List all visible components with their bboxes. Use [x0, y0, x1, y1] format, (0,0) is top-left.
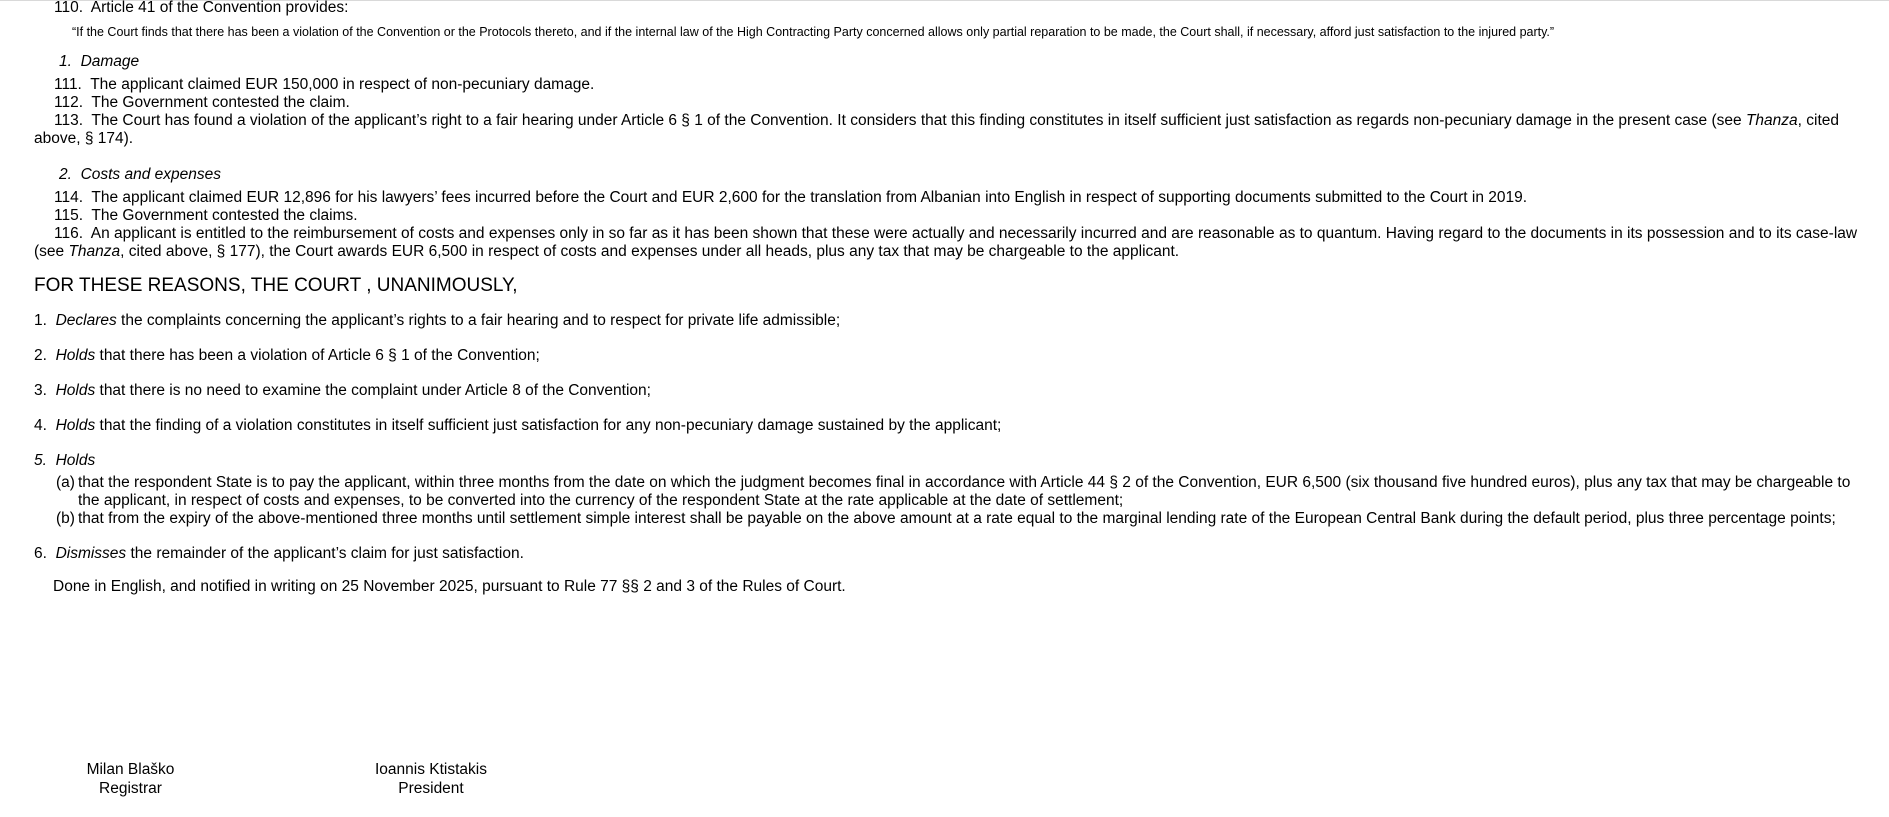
article-41-quote: “If the Court finds that there has been a violation of the Convention or the Protocols thereto, and if the internal law of the High Contracting Party concerned allows only partial reparation to be made, the Court shall, if necessary, afford just satisfaction to the injured party.” — [72, 25, 1555, 39]
president-role: President — [398, 780, 464, 797]
paragraph-111: 111. The applicant claimed EUR 150,000 in respect of non-pecuniary damage. — [54, 76, 595, 93]
operative-item-1: 1. Declares the complaints concerning the applicant’s rights to a fair hearing and to respect for private life admissible; — [34, 312, 841, 329]
operative-item-3: 3. Holds that there is no need to examine the complaint under Article 8 of the Convention; — [34, 382, 651, 399]
paragraph-113: 113. The Court has found a violation of the applicant’s right to a fair hearing under Article 6 § 1 of the Convention. It considers that this finding constitutes in itself sufficient just satisfaction as regards non-pecuniary damage in the present case (see Thanza, cited above, § 174). — [34, 112, 1840, 147]
operative-sub-a: (a) that the respondent State is to pay the applicant, within three months from the date on which the judgment becomes final in accordance with Article 44 § 2 of the Convention, EUR 6,500 (six thousand five hundred euros), plus any tax that may be chargeable to the applicant, in respect of costs and expenses, to be converted into the currency of the respondent State at the rate applicable at the date of settlement; — [56, 474, 1851, 509]
case-reference: Thanza — [68, 243, 121, 260]
paragraph-114: 114. The applicant claimed EUR 12,896 for his lawyers’ fees incurred before the Court and EUR 2,600 for the translation from Albanian into English in respect of supporting documents submitted to the Court in 2019. — [54, 189, 1528, 206]
judgment-document — [34, 0, 1860, 596]
paragraph-number: 110. — [54, 0, 84, 16]
signature-registrar — [83, 760, 178, 798]
operative-item-6: 6. Dismisses the remainder of the applicant’s claim for just satisfaction. — [34, 545, 524, 562]
paragraph-text: Article 41 of the Convention provides: — [90, 0, 349, 16]
president-name: Ioannis Ktistakis — [375, 761, 487, 778]
registrar-role: Registrar — [99, 780, 162, 797]
operative-heading: FOR THESE REASONS, THE COURT , UNANIMOUSLY, — [34, 275, 518, 296]
done-statement: Done in English, and notified in writing on 25 November 2025, pursuant to Rule 77 §§ 2 and 3 of the Rules of Court. — [53, 578, 846, 595]
paragraph-116: 116. An applicant is entitled to the reimbursement of costs and expenses only in so far as it has been shown that these were actually and necessarily incurred and are reasonable as to quantum. Having regard to the documents in its possession and to its case-law (see Thanza, cited above, § 177), the Court awards EUR 6,500 in respect of costs and expenses under all heads, plus any tax that may be chargeable to the applicant. — [34, 225, 1858, 260]
heading-costs: 2. Costs and expenses — [59, 166, 222, 183]
operative-item-2: 2. Holds that there has been a violation of Article 6 § 1 of the Convention; — [34, 347, 540, 364]
paragraph-112: 112. The Government contested the claim. — [54, 94, 350, 111]
case-reference: Thanza — [1745, 112, 1798, 129]
paragraph-115: 115. The Government contested the claims. — [54, 207, 358, 224]
operative-item-4: 4. Holds that the finding of a violation constitutes in itself sufficient just satisfaction for any non-pecuniary damage sustained by the applicant; — [34, 417, 1002, 434]
signature-president — [370, 760, 492, 798]
operative-sub-b: (b) that from the expiry of the above-mentioned three months until settlement simple interest shall be payable on the above amount at a rate equal to the marginal lending rate of the European Central Bank during the default period, plus three percentage points; — [56, 510, 1836, 527]
registrar-name: Milan Blaško — [86, 761, 175, 778]
operative-item-5: 5. Holds — [34, 452, 96, 469]
heading-damage: 1. Damage — [59, 53, 140, 70]
paragraph-110 — [34, 0, 1860, 17]
